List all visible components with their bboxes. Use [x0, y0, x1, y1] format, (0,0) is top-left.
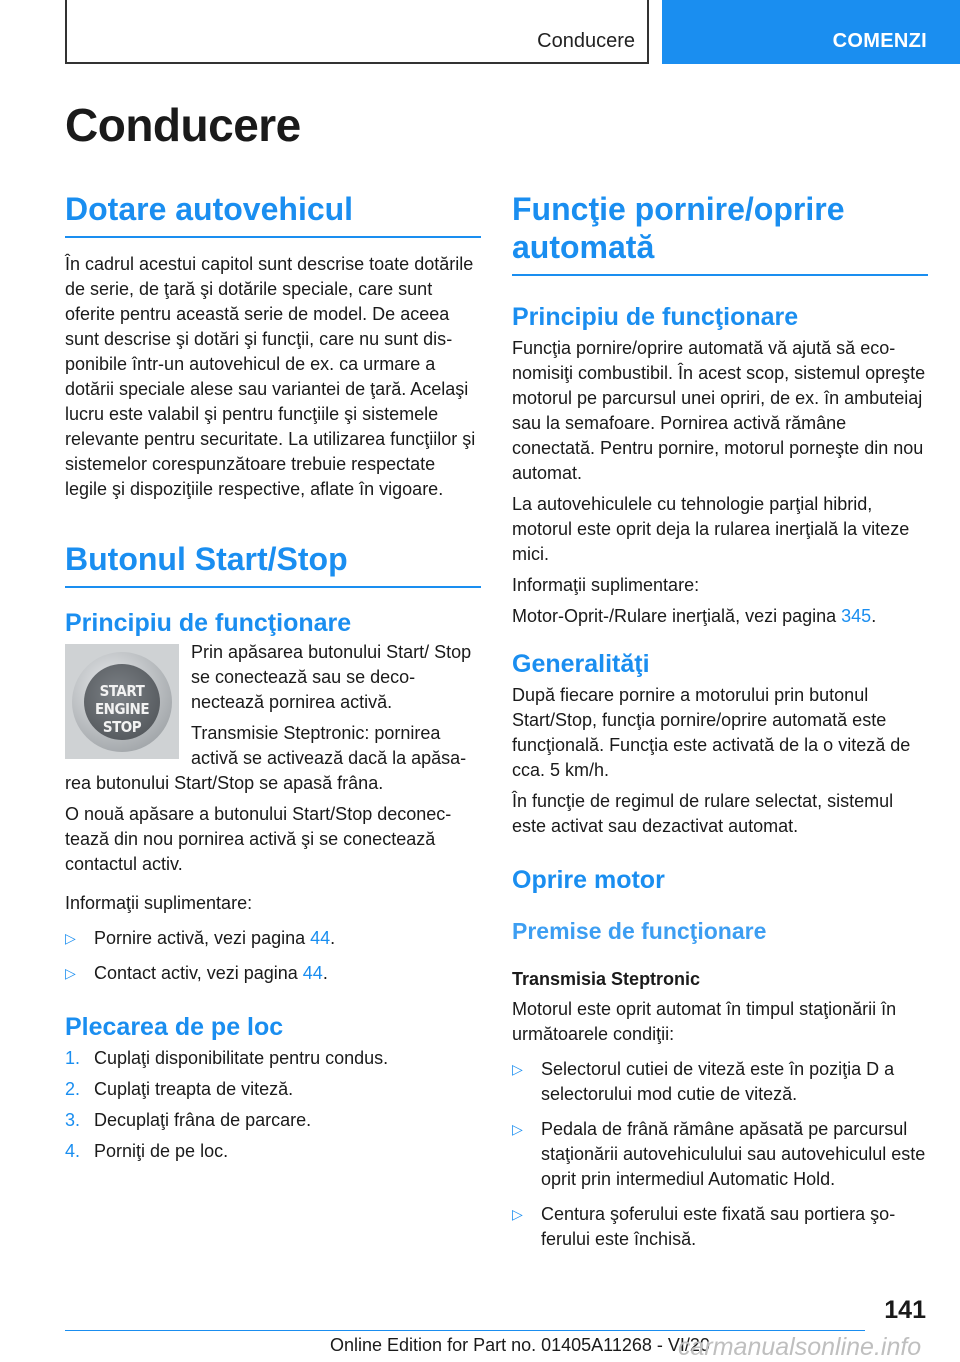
step-number: 4. — [65, 1141, 81, 1161]
list-item: 1. Cuplaţi disponibilitate pentru condus. — [65, 1046, 481, 1071]
info-list — [65, 926, 481, 986]
subsection-generalitati: Generalităţi — [512, 650, 650, 678]
paragraph-principiu-2: La autovehiculele cu tehnologie parţial hibrid, motorul este oprit deja la rularea inerţială la viteze mici. — [512, 494, 910, 564]
footer-divider — [65, 1330, 865, 1331]
button-label-line1: START — [99, 682, 145, 700]
edition-text: Online Edition for Part no. 01405A11268 - VI/20 — [330, 1335, 710, 1355]
triangle-bullet-icon: ▷ — [65, 965, 76, 981]
header-section-tab — [65, 0, 649, 64]
conditions-list — [512, 1057, 928, 1252]
page-link-345[interactable]: 345 — [841, 606, 872, 626]
right-column — [512, 190, 928, 1252]
page-number: 141 — [884, 1296, 926, 1324]
triangle-bullet-icon: ▷ — [65, 930, 76, 946]
list-item: 2. Cuplaţi treapta de viteză. — [65, 1077, 481, 1102]
triangle-bullet-icon: ▷ — [512, 1121, 523, 1137]
button-label-line2: ENGINE — [94, 700, 150, 718]
left-column — [65, 190, 481, 1164]
header-section-label: Conducere — [537, 30, 635, 52]
paragraph-dotare: În cadrul acestui capitol sunt descrise toate dotările de serie, de ţară şi dotările speciale, care sunt oferite pentru această serie de model. De aceea sunt descrise şi dotări şi funcţii, care nu sunt disponibile într-un autovehicul de ex. ca urmare a dotării speciale alese sau variantei de ţară. Acelaşi lucru este valabil şi pentru funcţiile şi sistemele relevante pentru securitate. La utilizarea funcţiilor şi sistemelor corespunzătoare trebuie respectate legile şi dispoziţiile respective, aflate în vigoare. — [65, 254, 476, 499]
step-number: 3. — [65, 1110, 81, 1130]
list-item: ▷ Selectorul cutiei de viteză este în poziţia D a selectorului mod cutie de viteză. — [512, 1059, 895, 1104]
paragraph-info-right: Informaţii suplimentare: — [512, 575, 700, 595]
header-chapter-tab — [662, 0, 960, 64]
start-stop-block — [65, 640, 481, 796]
subsection-transmisia: Transmisia Steptronic — [512, 969, 701, 989]
list-item: ▷ Centura şoferului este fixată sau portiera şoferului este închisă. — [512, 1204, 896, 1249]
start-engine-stop-button-image — [65, 644, 179, 759]
list-item: 3. Decuplaţi frâna de parcare. — [65, 1108, 481, 1133]
watermark: carmanualsonline.info — [678, 1333, 922, 1361]
triangle-bullet-icon: ▷ — [512, 1206, 523, 1222]
page-link-44[interactable]: 44 — [310, 928, 331, 948]
subsection-premise: Premise de funcţionare — [512, 918, 767, 944]
paragraph-principiu-1: Funcţia pornire/oprire automată vă ajută să economisiţi combustibil. În acest scop, sistemul opreşte motorul pe parcursul unei opriri, de ex. în ambuteiaj sau la semafoare. Pornirea activă rămâne conectată. Pentru pornire, motorul porneşte din nou automat. — [512, 338, 926, 483]
button-label-line3: STOP — [102, 718, 142, 736]
subsection-principiu-right: Principiu de funcţionare — [512, 303, 799, 331]
page-link-44[interactable]: 44 — [302, 963, 323, 983]
steps-list — [65, 1046, 481, 1164]
paragraph-start-stop-3: O nouă apăsare a butonului Start/Stop deconectează din nou pornirea activă şi se conectează contactul activ. — [65, 804, 452, 874]
paragraph-generalitati-2: În funcţie de regimul de rulare selectat, sistemul este activat sau dezactivat automat. — [512, 791, 894, 836]
step-number: 2. — [65, 1079, 81, 1099]
paragraph-conditii: Motorul este oprit automat în timpul staţionării în următoarele condiţii: — [512, 999, 897, 1044]
subsection-oprire-motor: Oprire motor — [512, 866, 665, 894]
list-item: ▷ Pornire activă, vezi pagina 44. — [65, 926, 481, 951]
paragraph-motor-oprit: Motor-Oprit-/Rulare inerţială, vezi pagina 345. — [512, 606, 877, 626]
paragraph-generalitati-1: După fiecare pornire a motorului prin butonul Start/Stop, funcţia pornire/oprire automată este funcţională. Funcţia este activată de la o viteză de cca. 5 km/h. — [512, 685, 911, 780]
page-title: Conducere — [65, 99, 301, 151]
section-title-auto-start-stop: Funcţie pornire/oprire automată — [512, 190, 928, 276]
header-chapter-label: COMENZI — [832, 30, 927, 52]
section-title-start-stop: Butonul Start/Stop — [65, 540, 481, 588]
list-item: ▷ Pedala de frână rămâne apăsată pe parcursul staţionării autovehiculului sau autovehiculul este oprit prin intermediul Automatic Hold. — [512, 1119, 926, 1189]
section-title-dotare: Dotare autovehicul — [65, 190, 481, 238]
paragraph-start-stop-2: Transmisie Steptronic: pornirea activă se activează dacă la apăsarea butonului Start/Stop se apasă frâna. — [65, 723, 467, 793]
step-number: 1. — [65, 1048, 81, 1068]
subsection-principiu: Principiu de funcţionare — [65, 609, 352, 637]
list-item: 4. Porniţi de pe loc. — [65, 1139, 481, 1164]
paragraph-start-stop-1: Prin apăsarea butonului Start/ Stop se conectează sau se deconectează pornirea activă. — [191, 642, 472, 712]
paragraph-info: Informaţii suplimentare: — [65, 893, 253, 913]
subsection-plecarea: Plecarea de pe loc — [65, 1013, 284, 1041]
triangle-bullet-icon: ▷ — [512, 1061, 523, 1077]
list-item: ▷ Contact activ, vezi pagina 44. — [65, 961, 481, 986]
